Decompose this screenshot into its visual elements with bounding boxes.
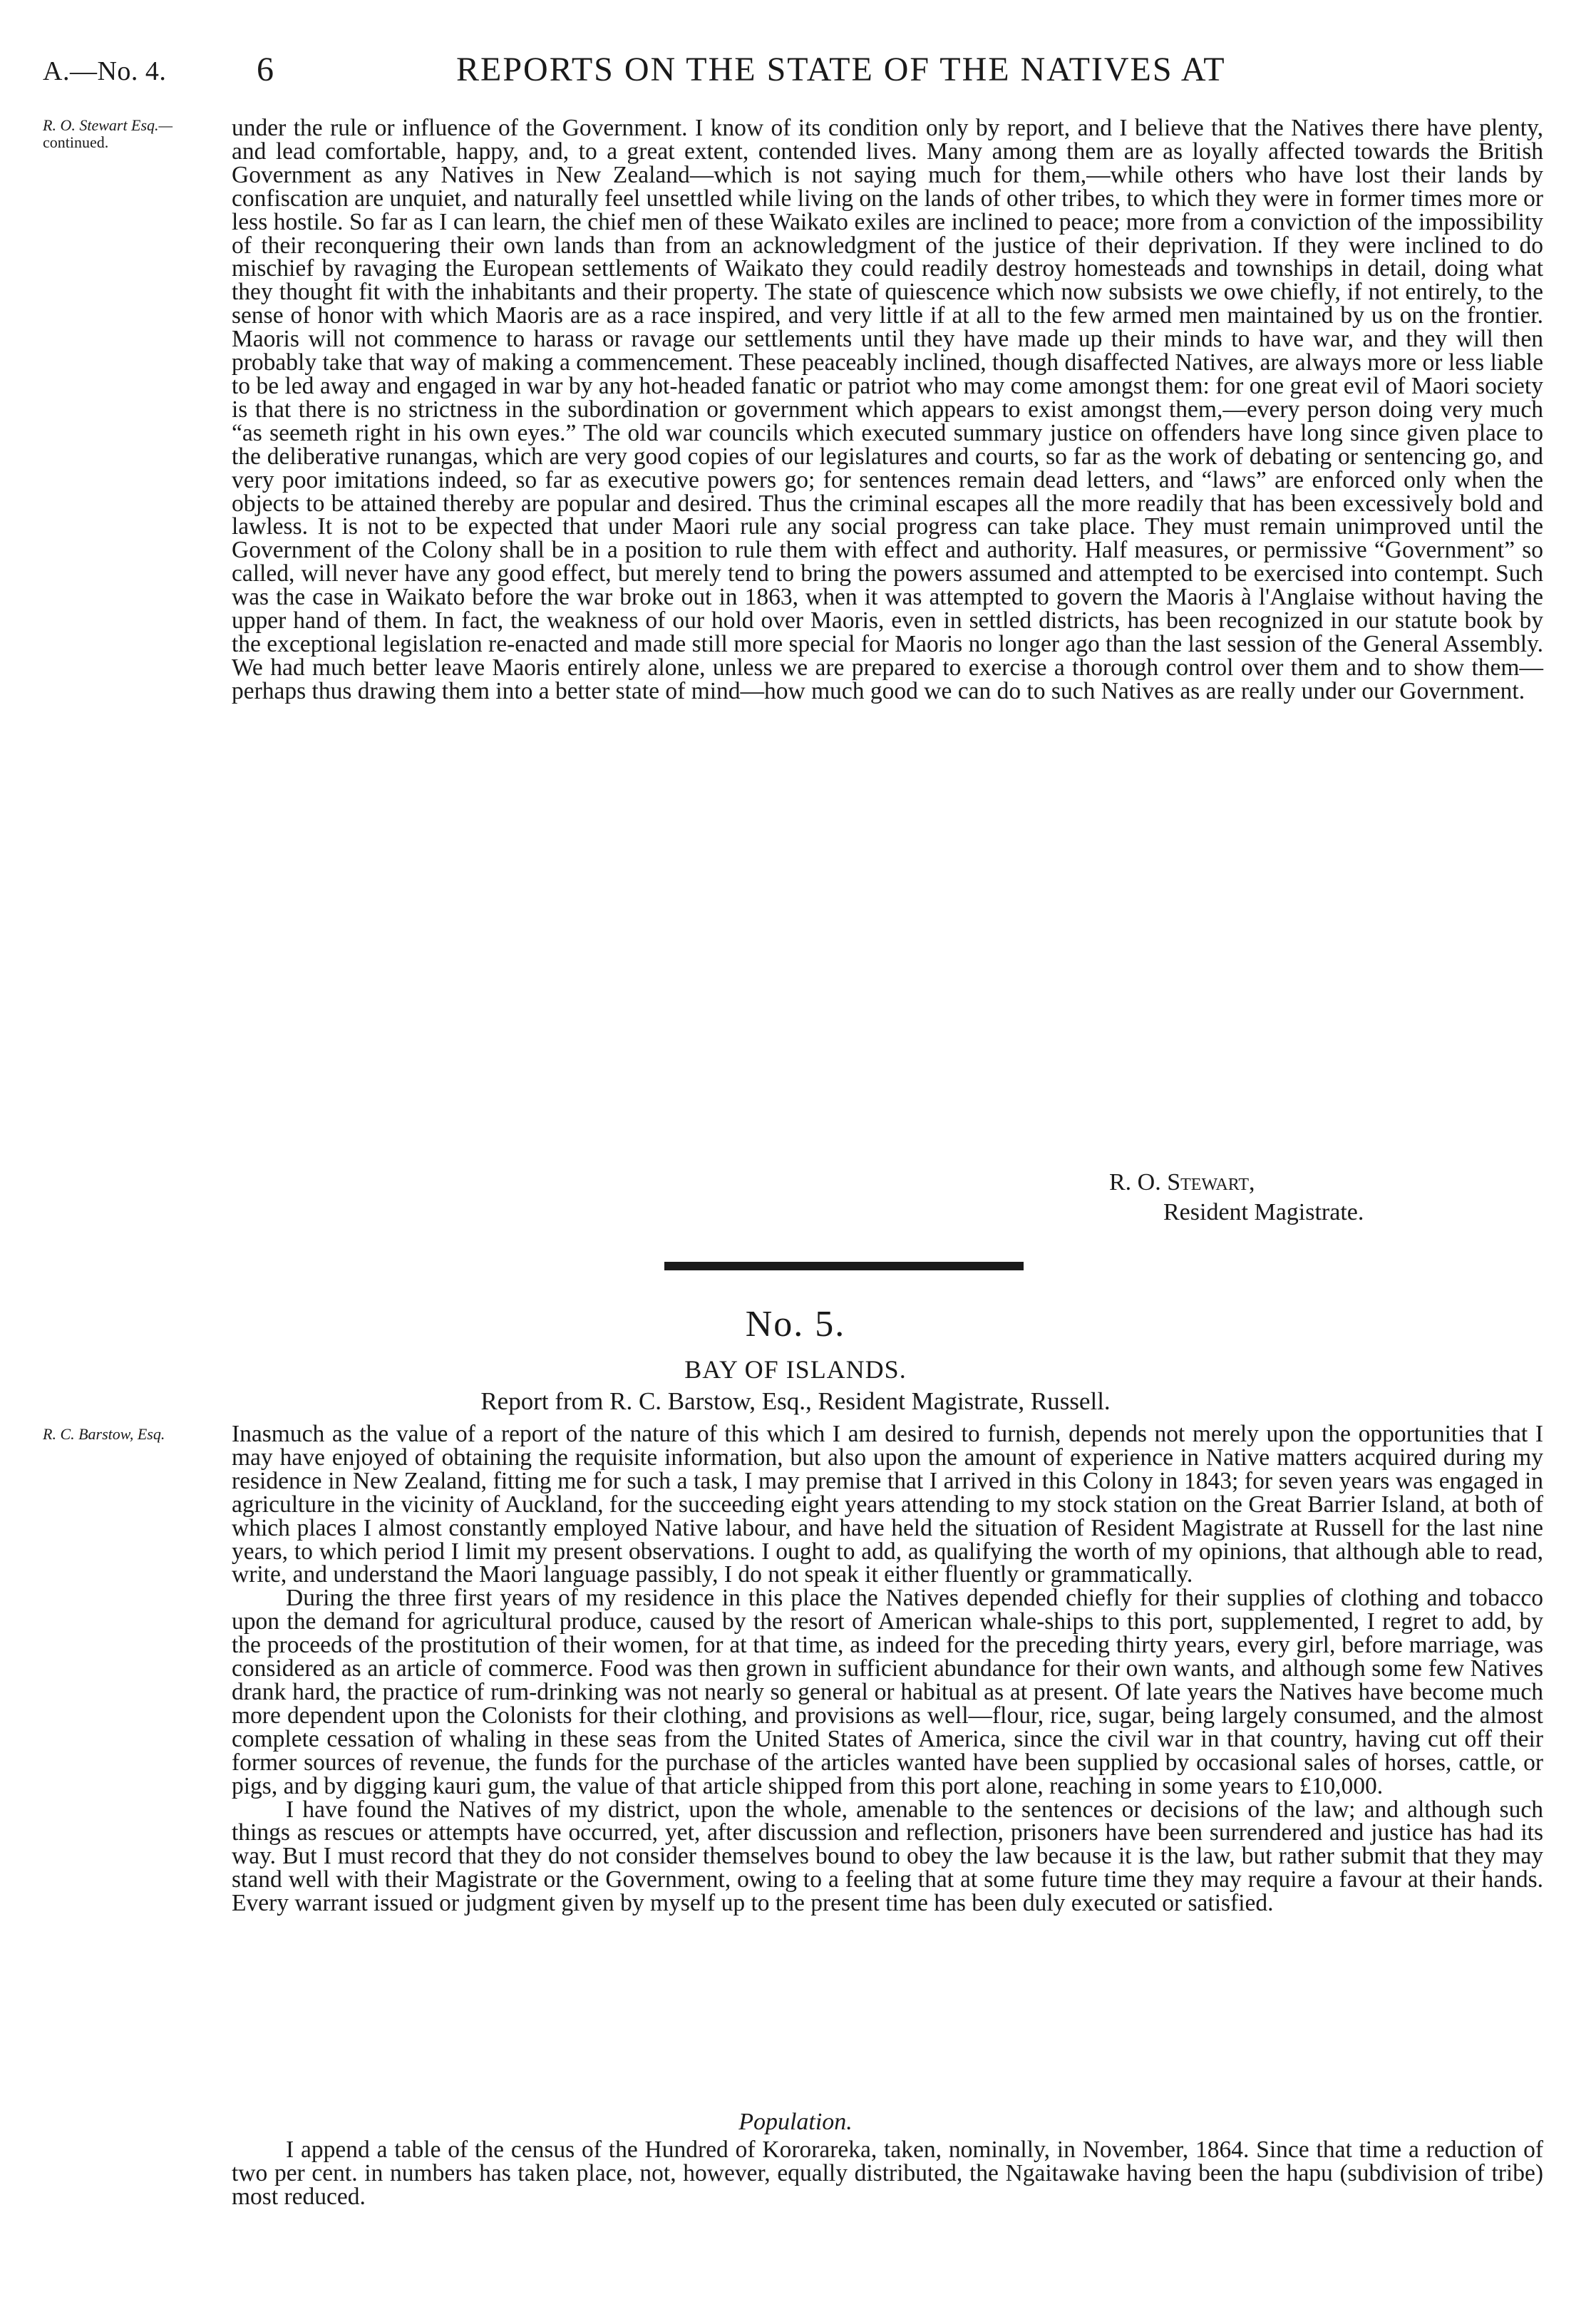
stewart-report-body xyxy=(232,117,1543,704)
population-paragraph: I append a table of the census of the Hundred of Kororareka, taken, nominally, in November, 1864. Since that time a reduction of two per cent. in numbers has taken place, not, however, equally distributed, the Ngaitawake having been the hapu (subdivision of tribe) most reduced. xyxy=(232,2137,1543,2210)
population-body xyxy=(232,2139,1543,2209)
barstow-paragraph-1: Inasmuch as the value of a report of the nature of this which I am desired to furnish, depends not merely upon the opportunities that I may have enjoyed of obtaining the requisite information, but also upon the amount of experience in Native matters acquired during my residence in New Zealand, fitting me for such a task, I may premise that I arrived in this Colony in 1843; for seven years was engaged in agriculture in the vicinity of Auckland, for the succeeding eight years attending to my stock station on the Great Barrier Island, at both of which places I almost constantly employed Native labour, and have held the situation of Resident Magistrate at Russell for the last nine years, to which period I limit my present observations. I ought to add, as qualifying the worth of my opinions, that although able to read, write, and understand the Maori language passibly, I do not speak it either fluently or grammatically. xyxy=(232,1421,1543,1588)
population-subheading: Population. xyxy=(738,2109,853,2135)
signature-name: R. O. Stewart, xyxy=(1109,1169,1255,1196)
section-divider xyxy=(664,1262,1024,1270)
report-heading: Report from R. C. Barstow, Esq., Resident Magistrate, Russell. xyxy=(480,1387,1111,1415)
page-header xyxy=(43,50,1547,100)
margin-note-continued: continued. xyxy=(43,133,109,151)
stewart-paragraph: under the rule or influence of the Government. I know of its condition only by report, and I believe that the Natives there have plenty, and lead comfortable, happy, and, to a great extent, contended lives. Many among them are as loyally affected towards the British Government as any Natives in New Zealand—which is not saying much for them,—while others who have lost their lands by confiscation are unquiet, and naturally feel unsettled while living on the lands of other tribes, to which they were in former times more or less hostile. So far as I can learn, the chief men of these Waikato exiles are inclined to peace; more from a conviction of the impossibility of their reconquering their own lands than from an acknowledgment of the justice of their deprivation. If they were inclined to do mischief by ravaging the European settlements of Waikato they could readily destroy homesteads and townships in detail, doing what they thought fit with the inhabitants and their property. The state of quiescence which now subsists we owe chiefly, if not entirely, to the sense of honor with which Maoris are as a race inspired, and very little if at all to the few armed men maintained by us on the frontier. Maoris will not commence to harass or ravage our settlements until they have made up their minds to have war, and they will then probably take that way of making a commencement. These peaceably inclined, though disaffected Natives, are always more or less liable to be led away and engaged in war by any hot-headed fanatic or patriot who may come amongst them: for one great evil of Maori society is that there is no strictness in the subordination or government which appears to exist amongst them,—every person doing very much “as seemeth right in his own eyes.” The old war councils which executed summary justice on offenders have long since given place to the deliberative runangas, which are very good copies of our legislatures and courts, so far as the work of debating or sentencing go, and very poor imitations indeed, so far as executive powers go; for sentences remain dead letters, and “laws” are enforced only when the objects to be attained thereby are popular and desired. Thus the criminal escapes all the more readily that has been excessively bold and lawless. It is not to be expected that under Maori rule any social progress can take place. They must remain unimproved until the Government of the Colony shall be in a position to rule them with effect and authority. Half measures, or permissive “Government” so called, will never have any good effect, but merely tend to bring the powers assumed and attempted to be exercised into contempt. Such was the case in Waikato before the war broke out in 1863, when it was attempted to govern the Maoris à l'Anglaise without having the upper hand of them. In fact, the weakness of our hold over Maoris, even in settled districts, has been recognized in our statute book by the exceptional legislation re-enacted and made still more special for Maoris no longer ago than the last session of the General Assembly. We had much better leave Maoris entirely alone, unless we are prepared to exercise a thorough control over them and to show them—perhaps thus drawing them into a better state of mind—how much good we can do to such Natives as are really under our Government. xyxy=(232,115,1543,704)
barstow-report-body xyxy=(232,1423,1543,1916)
signature-title: Resident Magistrate. xyxy=(1163,1199,1364,1225)
document-reference: A.—No. 4. xyxy=(43,56,167,86)
running-title: REPORTS ON THE STATE OF THE NATIVES AT xyxy=(456,51,1226,88)
margin-note-stewart-name: R. O. Stewart Esq.— xyxy=(43,116,173,134)
page-number: 6 xyxy=(257,51,274,88)
section-place: BAY OF ISLANDS. xyxy=(684,1355,907,1384)
barstow-paragraph-2: During the three first years of my residence in this place the Natives depended chiefly for their supplies of clothing and tobacco upon the demand for agricultural produce, caused by the resort of American whale-ships to this port, supplemented, I regret to add, by the proceeds of the prostitution of their women, for at that time, as indeed for the preceding thirty years, every girl, before marriage, was considered as an article of commerce. Food was then grown in sufficient abundance for their own wants, and although some few Natives drank hard, the practice of rum-drinking was not nearly so general or habitual as at present. Of late years the Natives have become much more dependent upon the Colonists for their clothing, and provisions as well—flour, rice, sugar, being largely consumed, and the almost complete cessation of whaling in these seas from the United States of America, since the civil war in that country, having cut off their former sources of revenue, the funds for the purchase of the articles wanted have been supplied by occasional sales of horses, cattle, or pigs, and by digging kauri gum, the value of that article shipped from this port alone, reaching in some years to £10,000. xyxy=(232,1585,1543,1799)
section-number: No. 5. xyxy=(745,1304,846,1344)
margin-note-stewart xyxy=(43,117,173,151)
margin-note-barstow: R. C. Barstow, Esq. xyxy=(43,1425,165,1443)
barstow-paragraph-3: I have found the Natives of my district, upon the whole, amenable to the sentences or decisions of the law; and although such things as rescues or attempts have occurred, yet, after discussion and reflection, prisoners have been surrendered and justice has had its way. But I must record that they do not consider themselves bound to obey the law because it is the law, but rather submit that they may stand well with their Magistrate or the Government, owing to a feeling that at some future time they may require a favour at their hands. Every warrant issued or judgment given by myself up to the present time has been duly executed or satisfied. xyxy=(232,1796,1543,1917)
